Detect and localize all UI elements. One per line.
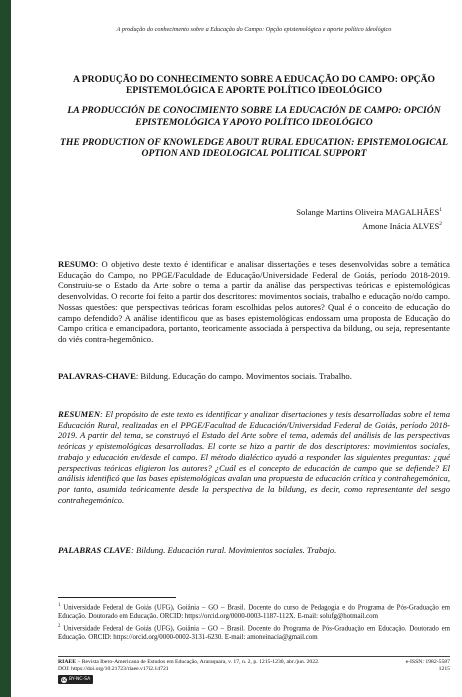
page-footer: [58, 659, 450, 684]
abstract-label: RESUMEN: [58, 409, 101, 419]
running-header: A produção do conhecimento sobre a Educação do Campo: Opção epistemológica e aporte político ideológico: [116, 26, 392, 33]
footnotes: [58, 602, 450, 643]
abstract-portuguese: [58, 259, 450, 345]
title-block: [58, 74, 450, 168]
sidebar-color-band: [0, 0, 11, 697]
title-portuguese: A PRODUÇÃO DO CONHECIMENTO SOBRE A EDUCAÇÃO DO CAMPO: OPÇÃO EPISTEMOLÓGICA E APORTE POLÍTICO IDEOLÓGICO: [73, 74, 435, 97]
keywords-portuguese: [58, 371, 450, 382]
abstract-text: : O objetivo deste texto é identificar e analisar dissertações e teses desenvolvidas sobre a temática Educação do Campo, no PPGE/Faculdade de Educação/Universidade Federal de Goiás, período 2018-2019. Construiu-se o Estado da Arte sobre o tema a partir da análise das perspectivas teóricas e epistemológicas desenvolvidas. O recorte foi feito a partir dos descritores: movimentos sociais, trabalho e educação no/do campo. Nossas questões: que perspectivas teóricas foram escolhidas pelos autores? Qual é o conceito de educação do campo defendido? A análise identificou que as bases epistemológicas endossam uma proposta de Educação do Campo crítica e emancipadora, portanto, teoricamente associada à perspectiva da bildung, ou seja, representante do viés contra-hegemônico.: [58, 259, 450, 344]
keywords-text: : Bildung. Educação do campo. Movimentos sociais. Trabalho.: [135, 371, 352, 381]
footnote-1: $^1$ Universidade Federal de Goiás (UFG), Goiânia – GO – Brasil. Docente do curso de Pedagogia e do Programa de Pós-Graduação em Educação. Doutorado em Educação. ORCID: https://orcid.org/0000-0003-1187-112X. E-mail: solufg@hotmail.com: [58, 603, 450, 620]
cc-license-badge[interactable]: cc BY-NC-SA: [58, 675, 93, 684]
abstract-spanish: [58, 409, 450, 505]
footnote-divider: [58, 597, 176, 598]
author-1: Solange Martins Oliveira MAGALHÃES$^1$: [296, 206, 442, 217]
abstract-label: RESUMO: [58, 259, 96, 269]
creative-commons-icon: cc: [61, 676, 67, 682]
keywords-text: : Bildung. Educación rural. Movimientos sociales. Trabajo.: [131, 545, 337, 555]
footnote-mark: 1: [439, 207, 442, 213]
document-page: [58, 0, 450, 697]
title-spanish: LA PRODUCCIÓN DE CONOCIMIENTO SOBRE LA EDUCACIÓN DE CAMPO: OPCIÓN EPISTEMOLÓGICA Y APOYO POLÍTICO IDEOLÓGICO: [67, 105, 441, 128]
page-number: 1215: [438, 666, 450, 672]
keywords-label: PALAVRAS-CHAVE: [58, 371, 136, 381]
footnote-2: $^2$ Universidade Federal de Goiás (UFG), Goiânia – GO – Brasil. Docente do Programa de Pós-Graduação em Educação. Doutorado em Educação. ORCID: https://orcid.org/0000-0002-3131-6230. E-mail: amoneinacia@gmail.com: [58, 623, 450, 641]
eissn: e-ISSN: 1982-5587: [405, 659, 450, 665]
footnote-mark: 2: [439, 221, 442, 228]
keywords-spanish: [58, 545, 450, 556]
journal-acronym: RIAEE: [58, 659, 77, 665]
doi-link[interactable]: DOI: https://doi.org/10.21723/riaee.v17i2.14721: [58, 666, 169, 672]
journal-citation: – Revista Ibero-Americana de Estudos em Educação, Araraquara, v. 17, n. 2, p. 1215-1230, abr./jun. 2022.: [76, 659, 320, 665]
title-english: THE PRODUCTION OF KNOWLEDGE ABOUT RURAL EDUCATION: EPISTEMOLOGICAL OPTION AND IDEOLOGICAL POLITICAL SUPPORT: [60, 136, 448, 160]
author-list: [296, 204, 442, 232]
abstract-text: : El propósito de este texto es identificar y analizar disertaciones y tesis desarrolladas sobre el tema Educación Rural, realizadas en el PPGE/Facultad de Educación/Universidad Federal de Goiás, período 2018-2019. A partir del tema, se construyó el Estado del Arte sobre el tema, además del análisis de las perspectivas teóricas y epistemológicas desarrolladas. El corte se hizo a partir de dos descriptores: movimientos sociales, trabajo y educación en/desde el campo. El método dialéctico ayudó a responder las siguientes preguntas: ¿qué perspectivas teóricas eligieron los autores? ¿Cuál es el concepto de educación de campo que se defiende? El análisis identificó que las bases epistemológicas avalan una propuesta de educación crítica y contrahegemónica, por tanto, asumida teóricamente desde la perspectiva de la bildung, es decir, como representante del sesgo contrahegemónico.: [58, 409, 450, 505]
keywords-label: PALABRAS CLAVE: [58, 545, 131, 555]
footer-divider: [58, 656, 450, 657]
author-2: Amone Inácia ALVES$^2$: [362, 221, 442, 232]
